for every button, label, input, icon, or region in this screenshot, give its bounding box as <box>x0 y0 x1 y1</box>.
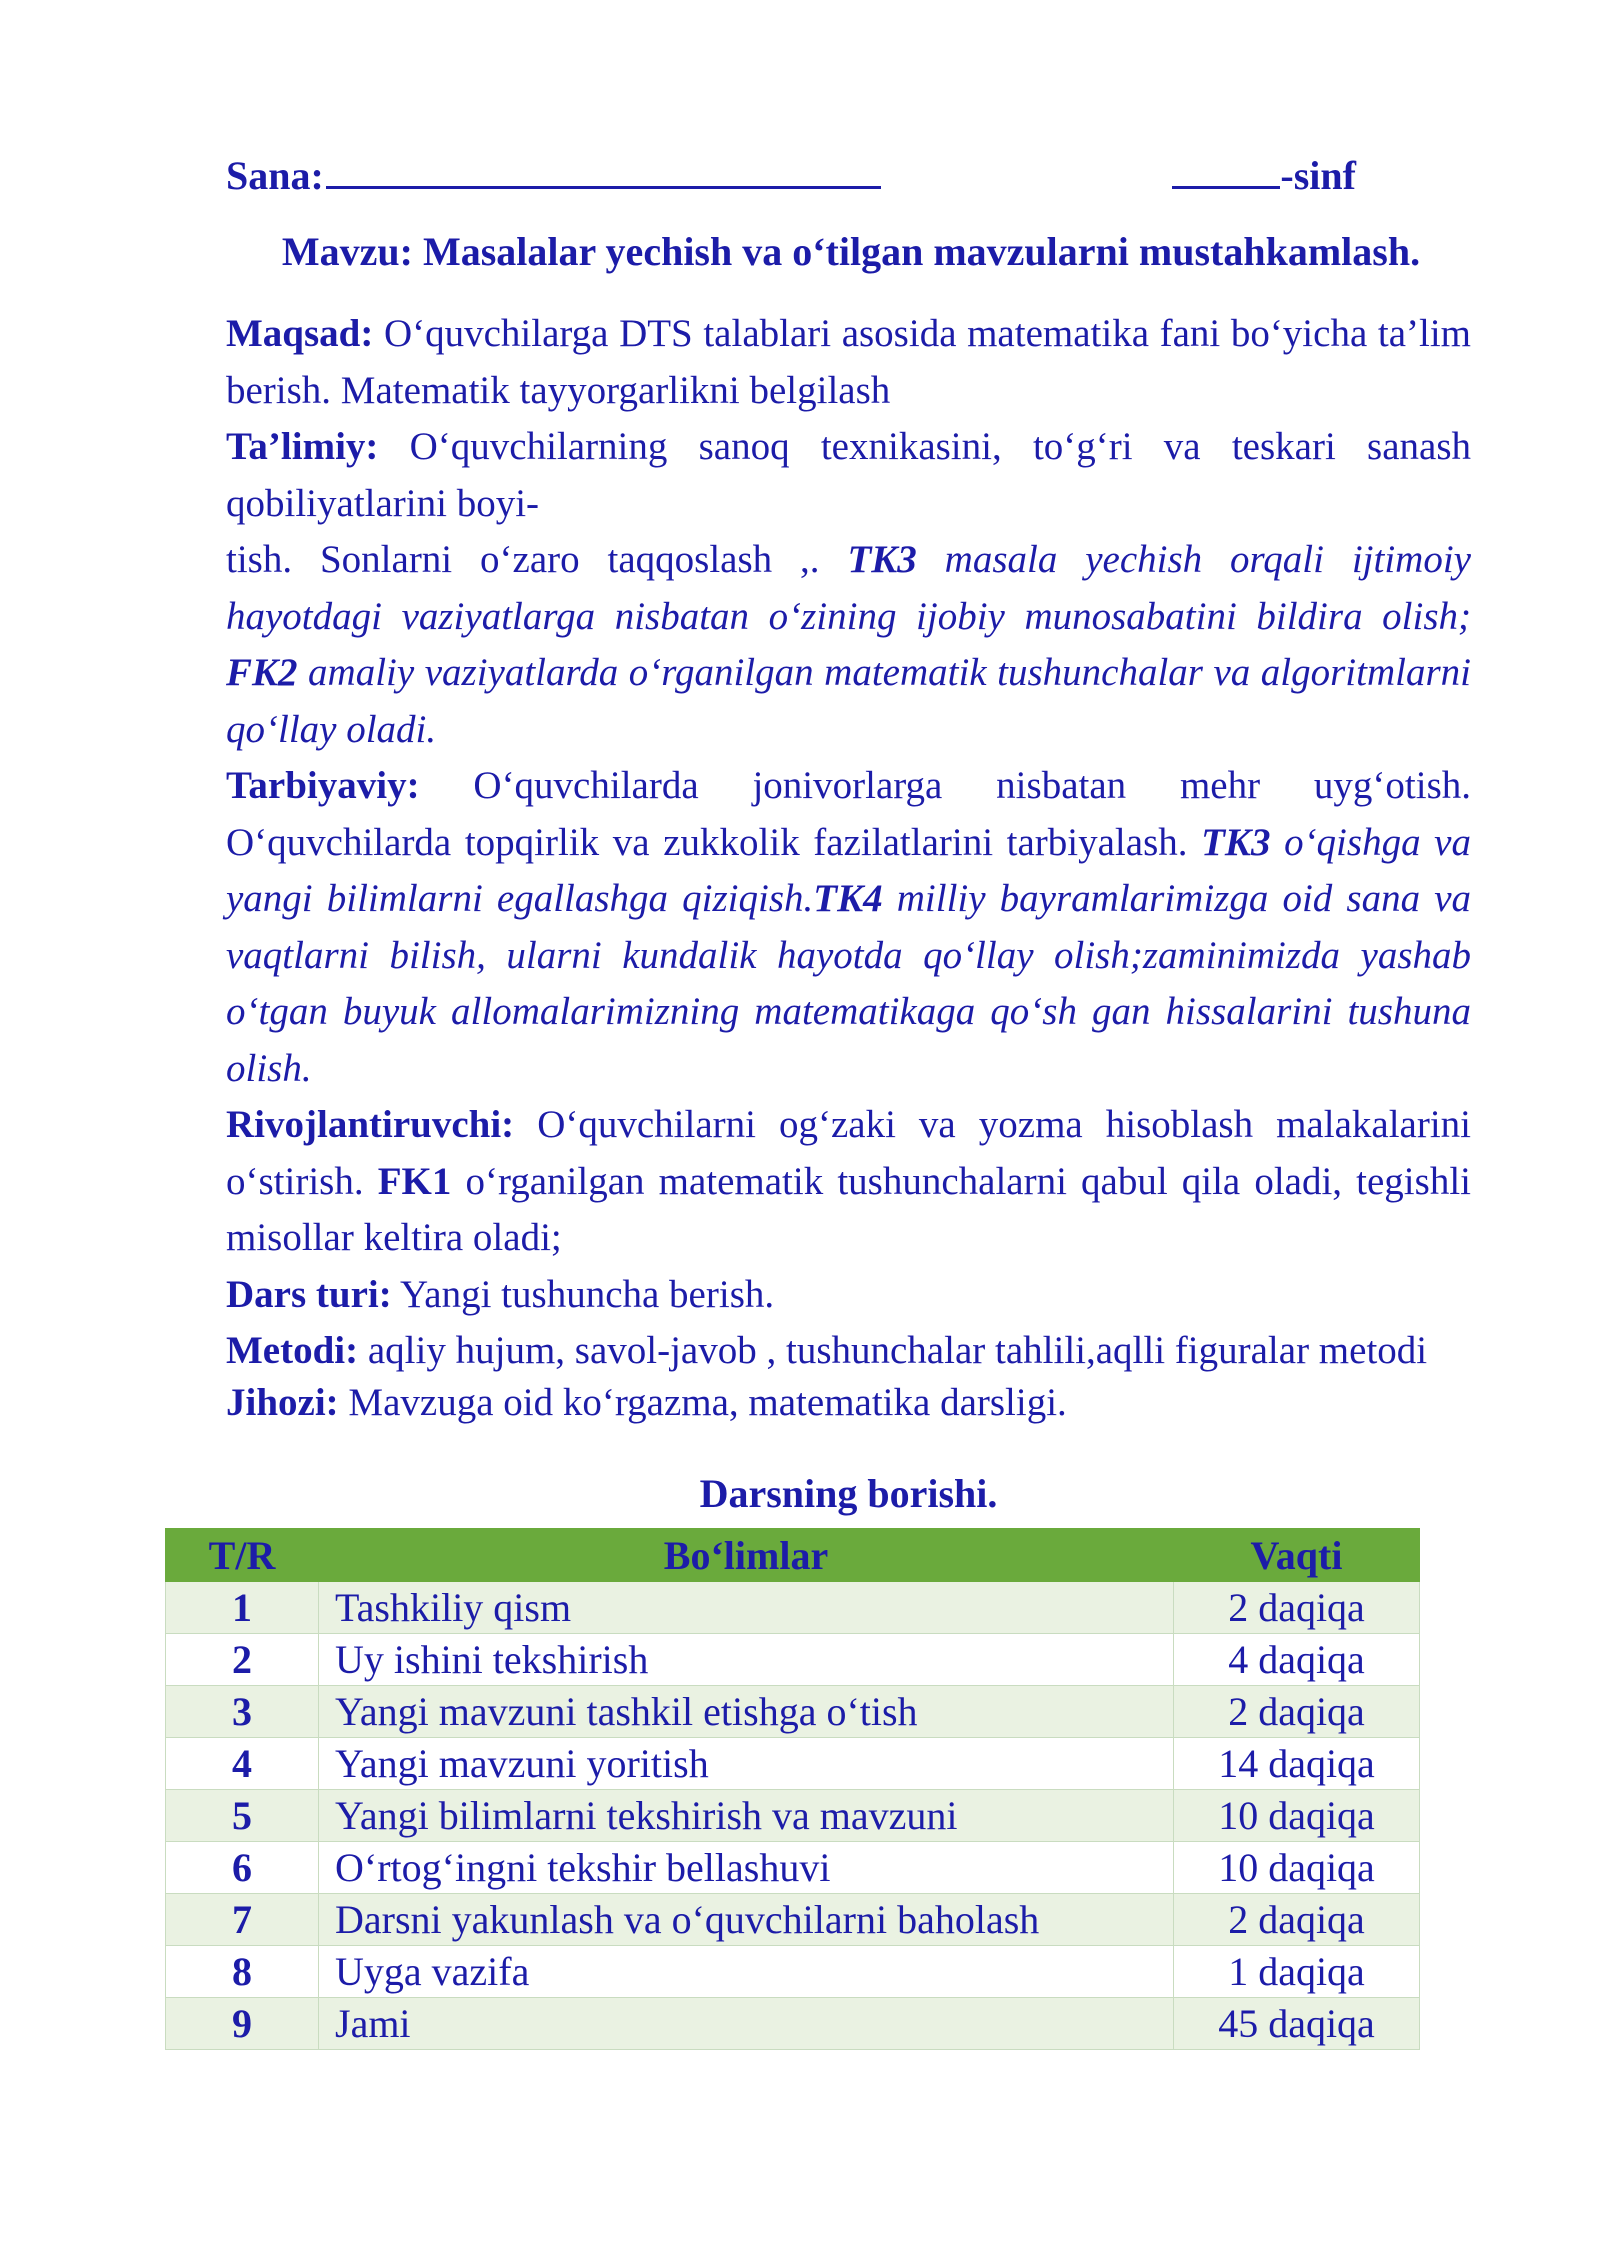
equipment-paragraph <box>226 1375 1471 1432</box>
row-number: 2 <box>166 1634 319 1686</box>
row-time: 45 daqiqa <box>1174 1998 1420 2050</box>
competence-text: milliy bayramlarimizga oid sana va vaqtlarni bilish, ularni kundalik hayotda qo‘llay olish;zaminimizda yashab o‘tgan buyuk allomalarimizning matematikaga qo‘sh gan hissalarini tushuna olish. <box>226 877 1471 1090</box>
competence-text: amaliy vaziyatlarda o‘rganilgan matematik tushunchalar va algoritmlarni qo‘llay oladi. <box>226 651 1471 751</box>
row-section: Tashkiliy qism <box>319 1582 1174 1634</box>
goal-label: Maqsad: <box>226 312 374 355</box>
method-text: aqliy hujum, savol-javob , tushunchalar tahlili,aqlli figuralar metodi <box>358 1329 1428 1372</box>
column-header-number: T/R <box>166 1529 319 1582</box>
row-time: 10 daqiqa <box>1174 1842 1420 1894</box>
developmental-paragraph <box>226 1097 1471 1267</box>
table-row <box>166 1998 1420 2050</box>
column-header-time: Vaqti <box>1174 1529 1420 1582</box>
date-label: Sana: <box>226 153 324 198</box>
goal-paragraph <box>226 306 1471 419</box>
row-time: 2 daqiqa <box>1174 1894 1420 1946</box>
goal-text: O‘quvchilarga DTS talablari asosida matematika fani bo‘yicha ta’lim berish. Matematik tayyorgarlikni belgilash <box>226 312 1471 412</box>
lesson-flow-table <box>165 1528 1420 2050</box>
competence-code: FK1 <box>377 1159 452 1203</box>
competence-code: TK4 <box>813 877 883 920</box>
row-time: 2 daqiqa <box>1174 1686 1420 1738</box>
developmental-text-2: o‘rganilgan matematik tushunchalarni qabul qila oladi, tegishli misollar keltira oladi; <box>226 1159 1471 1259</box>
lesson-type-text: Yangi tushuncha berish. <box>391 1272 775 1316</box>
table-row <box>166 1582 1420 1634</box>
table-row <box>166 1634 1420 1686</box>
table-row <box>166 1790 1420 1842</box>
row-number: 4 <box>166 1738 319 1790</box>
row-number: 6 <box>166 1842 319 1894</box>
row-number: 1 <box>166 1582 319 1634</box>
table-row <box>166 1894 1420 1946</box>
column-header-sections: Bo‘limlar <box>319 1529 1174 1582</box>
row-section: Darsni yakunlash va o‘quvchilarni baholash <box>319 1894 1174 1946</box>
table-row <box>166 1738 1420 1790</box>
row-number: 3 <box>166 1686 319 1738</box>
header-row <box>226 150 1356 200</box>
row-time: 14 daqiqa <box>1174 1738 1420 1790</box>
competence-code: TK3 <box>1201 820 1271 864</box>
row-section: Jami <box>319 1998 1174 2050</box>
row-section: Yangi mavzuni yoritish <box>319 1738 1174 1790</box>
row-time: 2 daqiqa <box>1174 1582 1420 1634</box>
row-time: 1 daqiqa <box>1174 1946 1420 1998</box>
method-paragraph <box>226 1327 1471 1375</box>
row-section: O‘rtog‘ingni tekshir bellashuvi <box>319 1842 1174 1894</box>
equipment-label: Jihozi: <box>226 1381 339 1424</box>
row-section: Yangi bilimlarni tekshirish va mavzuni <box>319 1790 1174 1842</box>
table-header-row <box>166 1529 1420 1582</box>
competence-text: o‘qishga va yangi bilimlarni egallashga qiziqish. <box>226 820 1471 920</box>
competence-text: masala yechish orqali ijtimoiy hayotdagi vaziyatlarga nisbatan o‘zining ijobiy munosabatini bildira olish; <box>226 538 1471 638</box>
date-blank-line <box>326 150 881 189</box>
class-label: -sinf <box>1280 153 1356 198</box>
row-number: 8 <box>166 1946 319 1998</box>
row-number: 9 <box>166 1998 319 2050</box>
upbringing-label: Tarbiyaviy: <box>226 764 420 807</box>
row-number: 7 <box>166 1894 319 1946</box>
row-section: Yangi mavzuni tashkil etishga o‘tish <box>319 1686 1174 1738</box>
developmental-text: O‘quvchilarni og‘zaki va yozma hisoblash malakalarini o‘stirish. <box>226 1103 1471 1203</box>
row-time: 10 daqiqa <box>1174 1790 1420 1842</box>
upbringing-paragraph <box>226 758 1471 1097</box>
class-blank-line <box>1172 150 1280 189</box>
date-field <box>226 150 881 199</box>
lesson-type-paragraph <box>226 1267 1471 1324</box>
equipment-text: Mavzuga oid ko‘rgazma, matematika darsligi. <box>338 1381 1067 1424</box>
row-section: Uy ishini tekshirish <box>319 1634 1174 1686</box>
class-field <box>1172 150 1356 199</box>
educational-label: Ta’limiy: <box>226 425 379 468</box>
row-section: Uyga vazifa <box>319 1946 1174 1998</box>
educational-paragraph <box>226 419 1471 758</box>
educational-text-2: tish. Sonlarni o‘zaro taqqoslash ,. <box>226 538 848 581</box>
objectives-section <box>226 306 1471 1432</box>
row-time: 4 daqiqa <box>1174 1634 1420 1686</box>
lesson-flow-title: Darsning borishi. <box>699 1471 998 1516</box>
upbringing-text: O‘quvchilarda jonivorlarga nisbatan mehr uyg‘otish. O‘quvchilarda topqirlik va zukkolik fazilatlarini tarbiyalash. <box>226 764 1471 864</box>
row-number: 5 <box>166 1790 319 1842</box>
method-label: Metodi: <box>226 1329 359 1372</box>
lesson-type-label: Dars turi: <box>226 1272 392 1316</box>
competence-code: TK3 <box>847 538 917 581</box>
table-row <box>166 1946 1420 1998</box>
educational-text: O‘quvchilarning sanoq texnikasini, to‘g‘ri va teskari sanash qobiliyatlarini boyi- <box>226 425 1471 525</box>
developmental-label: Rivojlantiruvchi: <box>226 1103 515 1146</box>
table-row <box>166 1686 1420 1738</box>
competence-code: FK2 <box>226 651 298 694</box>
table-row <box>166 1842 1420 1894</box>
topic-title: Mavzu: Masalalar yechish va o‘tilgan mavzularni mustahkamlash. <box>281 229 1421 274</box>
